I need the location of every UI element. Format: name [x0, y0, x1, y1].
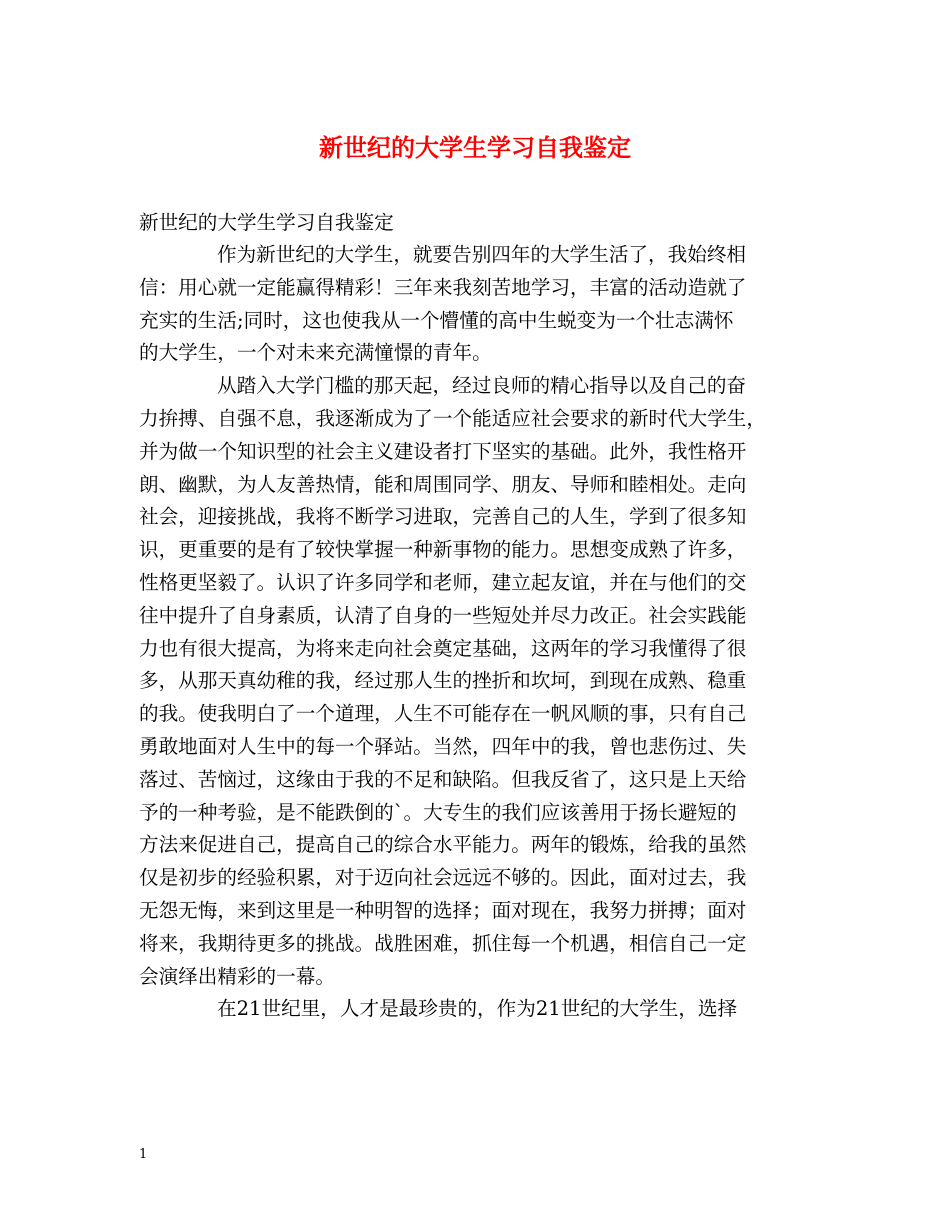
body-line: 会演绎出精彩的一幕。	[139, 964, 335, 988]
page-number: 1	[139, 1147, 148, 1162]
body-line: 并为做一个知识型的社会主义建设者打下坚实的基础。此外，我性格开	[139, 439, 747, 463]
body-line: 识，更重要的是有了较快掌握一种新事物的能力。思想变成熟了许多，	[139, 538, 747, 562]
body-line: 的大学生，一个对未来充满憧憬的青年。	[139, 341, 492, 365]
document-subtitle: 新世纪的大学生学习自我鉴定	[139, 211, 394, 234]
body-line: 的我。使我明白了一个道理，人生不可能存在一帆风顺的事，只有自己	[139, 702, 747, 726]
body-line: 无怨无悔，来到这里是一种明智的选择；面对现在，我努力拼搏；面对	[139, 898, 747, 922]
body-line: 性格更坚毅了。认识了许多同学和老师，建立起友谊，并在与他们的交	[139, 570, 747, 594]
body-line: 将来，我期待更多的挑战。战胜困难，抓住每一个机遇，相信自己一定	[139, 931, 747, 955]
body-line: 从踏入大学门槛的那天起，经过良师的精心指导以及自己的奋	[217, 374, 747, 398]
body-line: 充实的生活;同时，这也使我从一个懵懂的高中生蜕变为一个壮志满怀	[139, 308, 734, 332]
body-line: 勇敢地面对人生中的每一个驿站。当然，四年中的我，曾也悲伤过、失	[139, 734, 747, 758]
body-line: 作为新世纪的大学生，就要告别四年的大学生活了，我始终相	[217, 243, 747, 266]
body-line: 方法来促进自己，提高自己的综合水平能力。两年的锻炼，给我的虽然	[139, 833, 747, 857]
body-line: 落过、苦恼过，这缘由于我的不足和缺陷。但我反省了，这只是上天给	[139, 767, 747, 791]
body-line: 朗、幽默，为人友善热情，能和周围同学、朋友、导师和睦相处。走向	[139, 472, 747, 496]
body-line: 多，从那天真幼稚的我，经过那人生的挫折和坎坷，到现在成熟、稳重	[139, 669, 747, 693]
body-line: 社会，迎接挑战，我将不断学习进取，完善自己的人生，学到了很多知	[139, 505, 747, 529]
document-title: 新世纪的大学生学习自我鉴定	[319, 133, 631, 162]
body-line: 予的一种考验，是不能跌倒的`。大专生的我们应该善用于扬长避短的	[139, 800, 737, 824]
body-line: 力拚搏、自强不息，我逐渐成为了一个能适应社会要求的新时代大学生，	[139, 406, 766, 430]
body-line: 仅是初步的经验积累，对于迈向社会远远不够的。因此，面对过去，我	[139, 866, 747, 890]
body-line: 往中提升了自身素质，认清了自身的一些短处并尽力改正。社会实践能	[139, 603, 747, 627]
document-body	[139, 239, 819, 1026]
body-line: 力也有很大提高，为将来走向社会奠定基础，这两年的学习我懂得了很	[139, 636, 747, 660]
body-line: 在21世纪里，人才是最珍贵的，作为21世纪的大学生，选择	[217, 997, 738, 1021]
body-line: 信：用心就一定能赢得精彩！三年来我刻苦地学习，丰富的活动造就了	[139, 275, 747, 299]
